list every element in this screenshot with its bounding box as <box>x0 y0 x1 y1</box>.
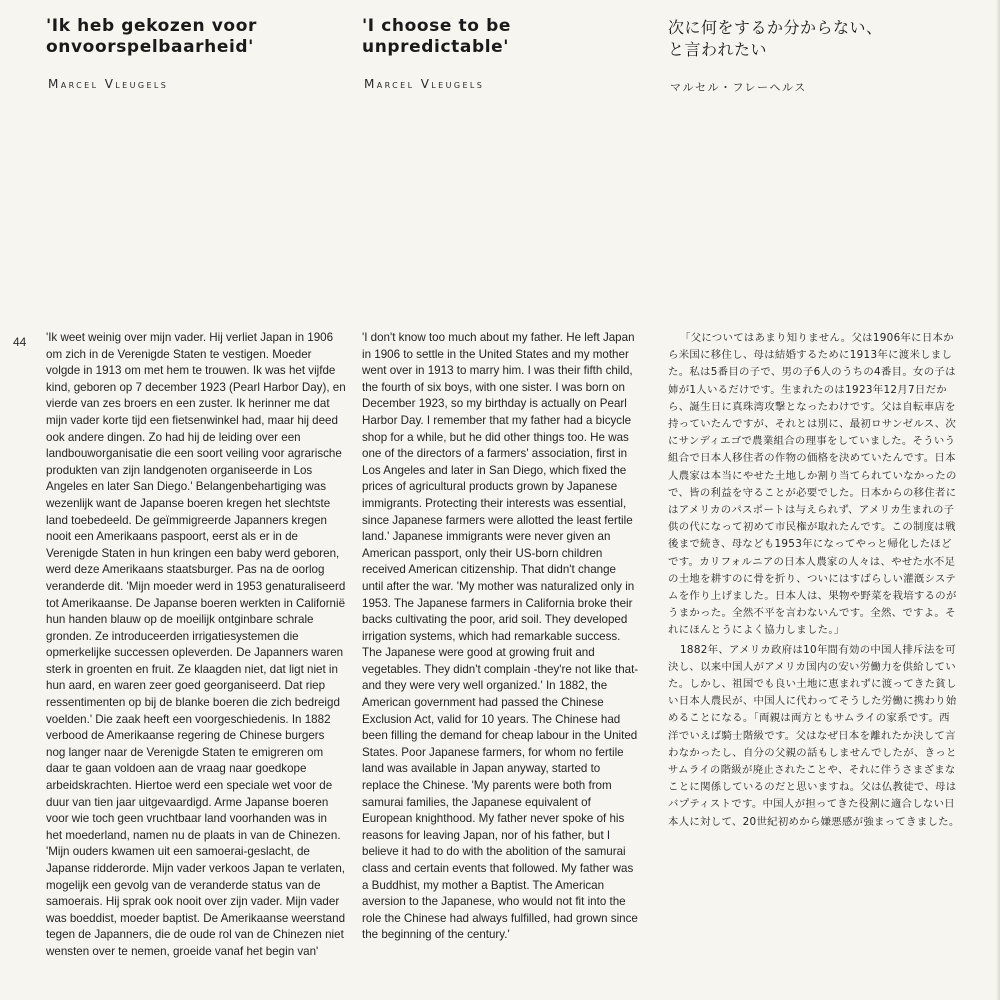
dutch-body-paragraph: 'Ik weet weinig over mijn vader. Hij verliet Japan in 1906 om zich in de Verenigde Staten te vestigen. Moeder volgde in 1913 om met hem te trouwen. Ik was het vijfde kind, geboren op 7 december 1923 (Pearl Harbor Day), en vierde van zes broers en een zuster. Ik herinner me dat mijn vader korte tijd een fietsenwinkel had, maar hij deed ook andere dingen. Zo had hij de leiding over een landbouworganisatie die een soort veiling voor agrarische produkten van zijn landgenoten organiseerde in Los Angeles en later San Diego.' Belangenbehartiging was wezenlijk want de Japanse boeren kregen het slechtste land toebedeeld. De geïmmigreerde Japanners kregen nooit een Amerikaans paspoort, eerst als er in de Verenigde Staten in hun kringen een baby werd geboren, werd deze Amerikaans staatsburger. Pas na de oorlog veranderde dit. 'Mijn moeder werd in 1953 genaturaliseerd tot Amerikaanse. De Japanse boeren werkten in Californië hun handen blauw op de moeilijk ontginbare schrale gronden. Ze introduceerden irrigatiesystemen die opmerkelijke successen opleverden. De Japanners waren sterk in groenten en fruit. Ze klaagden niet, dat ligt niet in hun aard, en waren zeer goed georganiseerd. Dat riep ressentimenten op bij de blanke boeren die zich bedreigd voelden.' Die zaak heeft een voorgeschiedenis. In 1882 verbood de Amerikaanse regering de Chinese burgers nog langer naar de Verenigde Staten te emigreren om daar te gaan voldoen aan de vraag naar goedkope arbeidskrachten. Hiertoe werd een speciale wet voor de duur van tien jaar uitgevaardigd. Arme Japanse boeren voor wie toch geen vruchtbaar land voorhanden was in het moederland, namen nu de plaats in van de Chinezen. 'Mijn ouders kwamen uit een samoerai-geslacht, de Japanse ridderorde. Mijn vader verkoos Japan te verlaten, mogelijk een gevolg van de veranderde status van de samoerais. Hij sprak ook nooit over zijn vader. Mijn vader was boeddist, moeder baptist. De Amerikaanse weerstand tegen de Japanners, die de oude rol van de Chinezen niet wensten over te nemen, groeide vanaf het begin van' <box>46 331 346 958</box>
english-title: 'I choose to be unpredictable' <box>362 16 511 57</box>
japanese-body-paragraph-1: 「父についてはあまり知りません。父は1906年に日本から米国に移住し、母は結婚するために1913年に渡米しました。私は5番目の子で、男の子6人のうちの4番目。女の子は姉が1人いるだけです。生まれたのは1923年12月7日だから、誕生日に真珠湾攻撃となったわけです。父は自転車店を持っていたんですが、それとは別に、最初ロサンゼルス、次にサンディエゴで農業組合の理事をしていました。そういう組合で日本人移住者の作物の価格を決めていたんです。日本人農家は本当にやせた土地しか割り当てられていなかったので、皆の利益を守ることが必要でした。日本からの移住者にはアメリカのパスポートは与えられず、アメリカ生まれの子供の代になって初めて市民権が取れたんです。この制度は戦後まで続き、母なども1953年になってやっと帰化したほどです。カリフォルニアの日本人農家の人々は、やせた水不足の土地を耕すのに骨を折り、ついにはすばらしい灌漑システムを作り上げました。日本人は、果物や野菜を栽培するのがうまかった。全然不平を言わないんです。全然、ですよ。それにほんとうによく協力しました。」 <box>668 332 957 637</box>
page-number: 44 <box>13 335 27 349</box>
japanese-author: マルセル・フレーヘルス <box>670 81 807 94</box>
page-edge-shadow <box>996 0 1000 1000</box>
english-column <box>362 0 640 1000</box>
japanese-body-paragraph-2: 1882年、アメリカ政府は10年間有効の中国人排斥法を可決し、以来中国人がアメリカ国内の安い労働力を供給していた。しかし、祖国でも良い土地に恵まれずに渡ってきた貧しい日本人農民が、中国人に代わってそうした労働に携わり始めることになる。「両親は両方ともサムライの家系です。西洋でいえば騎士階級です。父はなぜ日本を離れたか決して言わなかったし、自分の父親の話もしませんでしたが、きっとサムライの階級が廃止されたことや、それに伴うさまざまなことに関係しているのだと思いますね。父は仏教徒で、母はバプティストです。中国人が担ってきた役割に適合しない日本人に対して、20世紀初めから嫌悪感が強まってきました。 <box>668 643 960 828</box>
dutch-column <box>46 0 346 1000</box>
dutch-body <box>46 330 346 961</box>
japanese-title: 次に何をするか分からない、 と言われたい <box>668 18 883 59</box>
english-author: Marcel Vleugels <box>364 77 485 91</box>
japanese-column <box>668 0 960 1000</box>
dutch-author: Marcel Vleugels <box>48 77 169 91</box>
english-body-paragraph: 'I don't know too much about my father. He left Japan in 1906 to settle in the United States and my mother went over in 1913 to marry him. I was their fifth child, the fourth of six boys, with one sister. I was born on December 1923, so my birthday is actually on Pearl Harbor Day. I remember that my father had a bicycle shop for a while, but he did other things too. He was one of the directors of a farmers' association, first in Los Angeles and later in San Diego, which fixed the prices of agricultural products grown by Japanese immigrants. Protecting their interests was essential, since Japanese farmers were allotted the least fertile land.' Japanese immigrants were never given an American passport, only their US-born children received American citizenship. That didn't change until after the war. 'My mother was naturalized only in 1953. The Japanese farmers in California broke their backs cultivating the poor, arid soil. They developed irrigation systems, which had remarkable success. The Japanese were good at growing fruit and vegetables. They didn't complain -they're not like that- and they were very well organized.' In 1882, the American government had passed the Chinese Exclusion Act, valid for 10 years. The Chinese had been filling the demand for cheap labour in the United States. Poor Japanese farmers, for whom no fertile land was available in Japan anyway, started to replace the Chinese. 'My parents were both from samurai families, the Japanese equivalent of European knighthood. My father never spoke of his reasons for leaving Japan, nor of his father, but I believe it had to do with the abolition of the samurai class and certain events that followed. My father was a Buddhist, my mother a Baptist. The American aversion to the Japanese, who would not fit into the role the Chinese had always fulfilled, had grown since the beginning of the century.' <box>362 331 639 942</box>
japanese-body <box>668 330 960 831</box>
dutch-title: 'Ik heb gekozen voor onvoorspelbaarheid' <box>46 16 257 57</box>
english-body <box>362 330 640 944</box>
